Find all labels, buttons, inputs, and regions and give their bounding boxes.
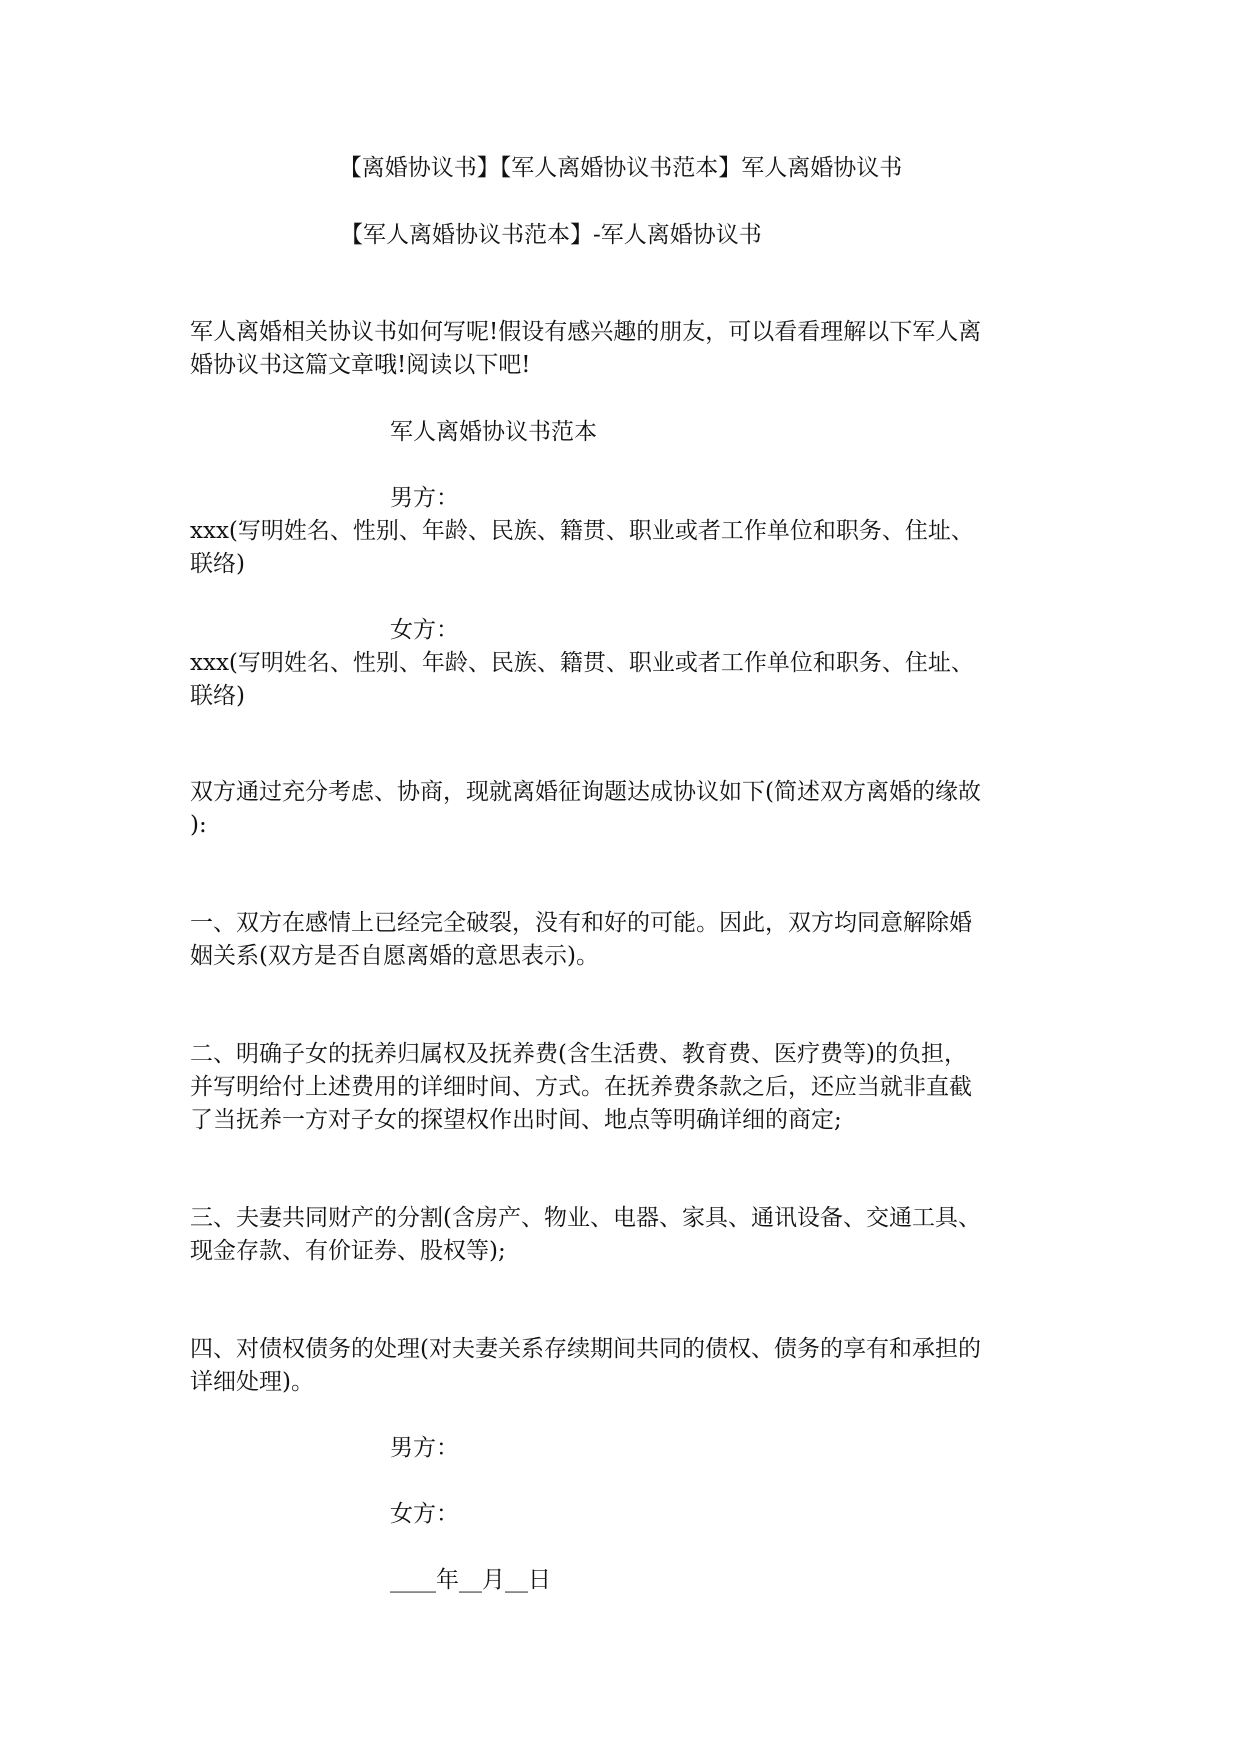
clause-4-line-2: 详细处理)。 <box>190 1369 314 1395</box>
intro-line-2: 婚协议书这篇文章哦!阅读以下吧! <box>190 352 531 378</box>
clause-2-line-1: 二、明确子女的抚养归属权及抚养费(含生活费、教育费、医疗费等)的负担， <box>190 1041 967 1067</box>
clause-2-line-3: 了当抚养一方对子女的探望权作出时间、地点等明确详细的商定; <box>190 1107 842 1133</box>
signature-female-label: 女方： <box>390 1501 459 1527</box>
signature-male-label: 男方： <box>390 1435 459 1461</box>
document-subtitle: 【军人离婚协议书范本】-军人离婚协议书 <box>340 222 762 248</box>
clause-3-line-2: 现金存款、有价证券、股权等); <box>190 1238 506 1264</box>
document-title: 【离婚协议书】【军人离婚协议书范本】军人离婚协议书 <box>338 155 903 181</box>
clause-3-line-1: 三、夫妻共同财产的分割(含房产、物业、电器、家具、通讯设备、交通工具、 <box>190 1205 981 1231</box>
female-label: 女方： <box>390 617 459 643</box>
male-info-line-2: 联络) <box>190 551 245 577</box>
clause-1-line-2: 姻关系(双方是否自愿离婚的意思表示)。 <box>190 943 599 969</box>
female-info-line-2: 联络) <box>190 683 245 709</box>
agreement-line-1: 双方通过充分考虑、协商，现就离婚征询题达成协议如下(简述双方离婚的缘故 <box>190 779 981 805</box>
clause-2-line-2: 并写明给付上述费用的详细时间、方式。在抚养费条款之后，还应当就非直截 <box>190 1074 972 1100</box>
clause-1-line-1: 一、双方在感情上已经完全破裂，没有和好的可能。因此，双方均同意解除婚 <box>190 910 972 936</box>
male-label: 男方： <box>390 485 459 511</box>
agreement-line-2: ): <box>190 812 207 838</box>
clause-4-line-1: 四、对债权债务的处理(对夫妻关系存续期间共同的债权、债务的享有和承担的 <box>190 1336 981 1362</box>
male-info-line-1: xxx(写明姓名、性别、年龄、民族、籍贯、职业或者工作单位和职务、住址、 <box>190 518 974 544</box>
intro-line-1: 军人离婚相关协议书如何写呢!假设有感兴趣的朋友，可以看看理解以下军人离 <box>190 319 982 345</box>
female-info-line-1: xxx(写明姓名、性别、年龄、民族、籍贯、职业或者工作单位和职务、住址、 <box>190 650 974 676</box>
sample-heading: 军人离婚协议书范本 <box>390 419 597 445</box>
signature-date: ____年__月__日 <box>390 1567 551 1593</box>
